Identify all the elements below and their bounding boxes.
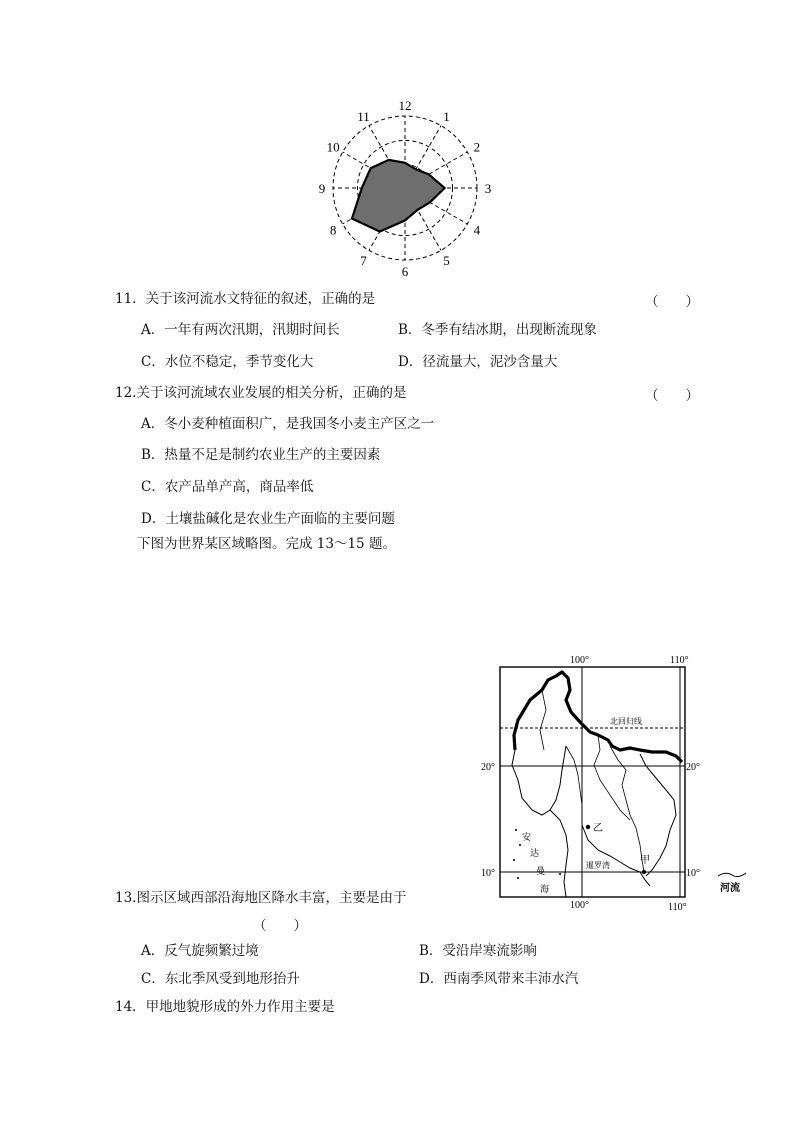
q11-option-a: A．一年有两次汛期，汛期时间长 [141, 322, 340, 338]
section-intro: 下图为世界某区域略图。完成 13～15 题。 [137, 536, 396, 552]
lat-10-left: 10° [481, 868, 495, 879]
month-label: 12 [398, 98, 412, 113]
q12-stem: 12.关于该河流域农业发展的相关分析，正确的是 [115, 385, 407, 401]
month-label: 4 [473, 222, 481, 238]
lat-20-left: 20° [481, 762, 495, 773]
island-dot [519, 844, 521, 846]
gulf-label: 暹罗湾 [586, 861, 610, 870]
q13-option-d: D．西南季风带来丰沛水汽 [419, 971, 579, 987]
point-yi-label: 乙 [593, 823, 603, 834]
river-legend-label: 河流 [720, 883, 740, 894]
month-label: 7 [360, 252, 367, 268]
point-jia-label: 甲 [640, 855, 650, 866]
western-coastline [512, 746, 566, 815]
q12-option-a: A．冬小麦种植面积广，是我国冬小麦主产区之一 [141, 416, 435, 432]
month-label: 6 [401, 264, 409, 278]
river-mekong [610, 746, 644, 872]
month-label: 1 [443, 109, 450, 125]
month-label: 8 [329, 222, 337, 238]
northern-border [514, 672, 682, 762]
lon-100-top: 100° [570, 655, 589, 666]
lon-110-bottom: 110° [668, 902, 687, 913]
q11-option-d: D．径流量大，泥沙含量大 [398, 354, 558, 370]
q11-option-c: C．水位不稳定，季节变化大 [141, 354, 314, 370]
q13-stem: 13.图示区域西部沿海地区降水丰富，主要是由于 [115, 890, 407, 906]
internal-boundary-1 [566, 746, 582, 825]
lat-10-right: 10° [686, 868, 700, 879]
island-dot [559, 873, 561, 875]
island-dot [517, 877, 519, 879]
q14-stem: 14．甲地地貌形成的外力作用主要是 [115, 999, 335, 1015]
sea-char-1: 安 [522, 832, 532, 842]
q13-option-c: C．东北季风受到地形抬升 [141, 971, 300, 987]
lat-20-right: 20° [686, 762, 700, 773]
q13-option-b: B．受沿岸寒流影响 [419, 943, 537, 959]
southeast-asia-map [470, 650, 760, 916]
sea-char-3: 曼 [536, 866, 546, 876]
island-dot [513, 859, 515, 861]
river-legend-symbol [718, 873, 746, 877]
month-label: 10 [326, 139, 340, 155]
runoff-polygon [352, 160, 445, 232]
monthly-runoff-radar-chart [310, 98, 500, 278]
q12-answer-paren: （ ） [645, 388, 699, 404]
island-dot [515, 829, 517, 831]
month-label: 11 [357, 109, 370, 125]
q11-option-b: B．冬季有结冰期，出现断流现象 [398, 322, 597, 338]
q11-stem: 11．关于该河流水文特征的叙述，正确的是 [115, 291, 376, 307]
q13-option-a: A．反气旋频繁过境 [141, 943, 259, 959]
lon-110-top: 110° [670, 655, 689, 666]
point-yi-marker [586, 825, 590, 829]
internal-boundary-3 [540, 690, 546, 750]
q11-answer-paren: （ ） [645, 294, 699, 310]
lon-100-bottom: 100° [570, 900, 589, 911]
sea-char-2: 达 [530, 848, 540, 858]
month-label: 3 [484, 181, 492, 196]
q13-answer-paren: （ ） [253, 918, 307, 934]
tropic-label: 北回归线 [610, 717, 642, 726]
month-label: 9 [318, 181, 326, 196]
q12-option-c: C．农产品单产高，商品率低 [141, 479, 314, 495]
q12-option-d: D．土壤盐碱化是农业生产面临的主要问题 [141, 511, 395, 527]
month-label: 5 [443, 252, 450, 268]
sea-char-4: 海 [540, 884, 550, 894]
point-jia-marker [642, 870, 646, 874]
peninsula-coastline [550, 810, 568, 897]
month-label: 2 [473, 139, 481, 155]
q12-option-b: B．热量不足是制约农业生产的主要因素 [141, 447, 381, 463]
